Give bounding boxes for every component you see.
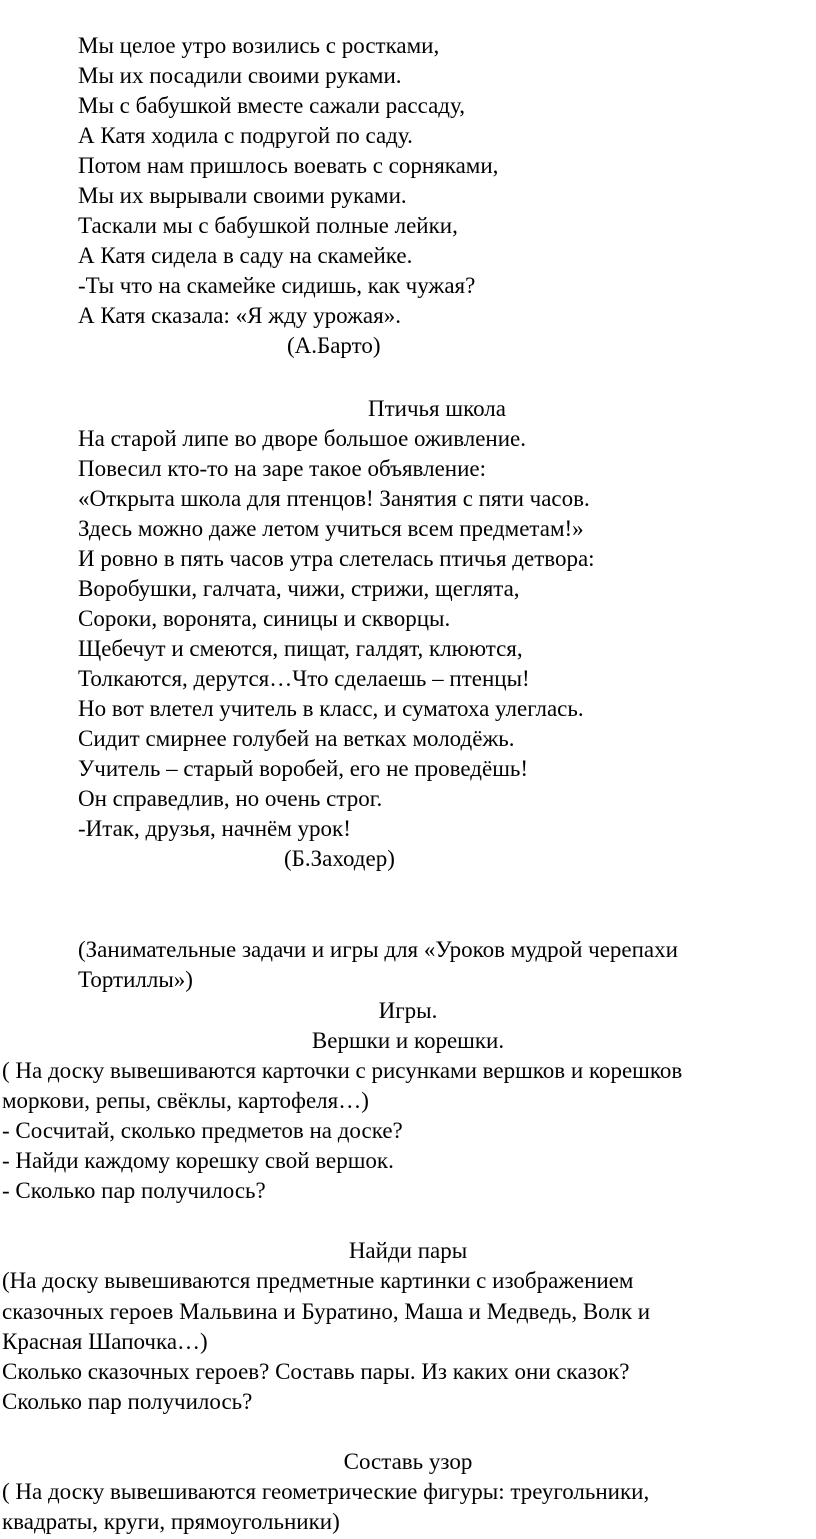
game-title: Вершки и корешки. — [311, 1028, 505, 1053]
poem-line: Он справедлив, но очень строг. — [78, 786, 383, 811]
game-line: (На доску вывешиваются предметные картинки с изображением — [2, 1268, 634, 1293]
poem-line: Мы с бабушкой вместе сажали рассаду, — [78, 93, 465, 118]
game-line: - Сколько пар получилось? — [2, 1178, 266, 1203]
poem-line: -Ты что на скамейке сидишь, как чужая? — [78, 273, 476, 298]
poem-line: А Катя сказала: «Я жду урожая». — [78, 303, 401, 328]
poem-line: Повесил кто-то на заре такое объявление: — [78, 456, 487, 481]
poem-author: (Б.Заходер) — [284, 846, 395, 871]
poem-line: Толкаются, дерутся…Что сделаешь – птенцы! — [78, 666, 530, 691]
poem-author: (А.Барто) — [287, 333, 381, 358]
poem-line: Здесь можно даже летом учиться всем предметам!» — [78, 516, 584, 541]
poem-line: И ровно в пять часов утра слетелась птичья детвора: — [78, 546, 595, 571]
poem-line: А Катя ходила с подругой по саду. — [78, 123, 413, 148]
poem-line: Таскали мы с бабушкой полные лейки, — [78, 213, 458, 238]
poem-line: А Катя сидела в саду на скамейке. — [78, 243, 413, 268]
poem-line: «Открыта школа для птенцов! Занятия с пяти часов. — [78, 486, 590, 511]
poem-line: Мы их посадили своими руками. — [78, 63, 402, 88]
poem-line: -Итак, друзья, начнём урок! — [78, 816, 351, 841]
poem-line: Сороки, воронята, синицы и скворцы. — [78, 606, 451, 631]
poem-line: Потом нам пришлось воевать с сорняками, — [78, 153, 499, 178]
section-heading: Игры. — [378, 998, 438, 1023]
game-line: - Найди каждому корешку свой вершок. — [2, 1148, 394, 1173]
poem-line: На старой липе во дворе большое оживление. — [78, 426, 527, 451]
game-line: квадраты, круги, прямоугольники) — [2, 1509, 340, 1534]
game-line: Сколько пар получилось? — [2, 1389, 253, 1414]
game-title: Составь узор — [343, 1449, 473, 1474]
poem-title: Птичья школа — [368, 396, 506, 421]
poem-line: Сидит смирнее голубей на ветках молодёжь. — [78, 726, 515, 751]
section-intro-line: (Занимательные задачи и игры для «Уроков мудрой черепахи — [78, 937, 678, 962]
poem-line: Воробушки, галчата, чижи, стрижи, щеглята, — [78, 576, 520, 601]
game-title: Найди пары — [348, 1238, 468, 1263]
poem-line: Но вот влетел учитель в класс, и суматоха улеглась. — [78, 696, 584, 721]
poem-line: Щебечут и смеются, пищат, галдят, клюются, — [78, 636, 523, 661]
game-line: ( На доску вывешиваются геометрические фигуры: треугольники, — [2, 1479, 650, 1504]
game-line: ( На доску вывешиваются карточки с рисунками вершков и корешков — [2, 1058, 683, 1083]
poem-line: Мы целое утро возились с ростками, — [78, 33, 440, 58]
poem-line: Мы их вырывали своими руками. — [78, 183, 407, 208]
game-line: моркови, репы, свёклы, картофеля…) — [2, 1088, 369, 1113]
game-line: сказочных героев Мальвина и Буратино, Маша и Медведь, Волк и — [2, 1299, 651, 1324]
game-line: Сколько сказочных героев? Составь пары. Из каких они сказок? — [2, 1359, 630, 1384]
section-intro-line: Тортиллы») — [78, 967, 193, 992]
poem-line: Учитель – старый воробей, его не проведёшь! — [78, 756, 529, 781]
game-line: Красная Шапочка…) — [2, 1329, 208, 1354]
game-line: - Сосчитай, сколько предметов на доске? — [2, 1118, 403, 1143]
